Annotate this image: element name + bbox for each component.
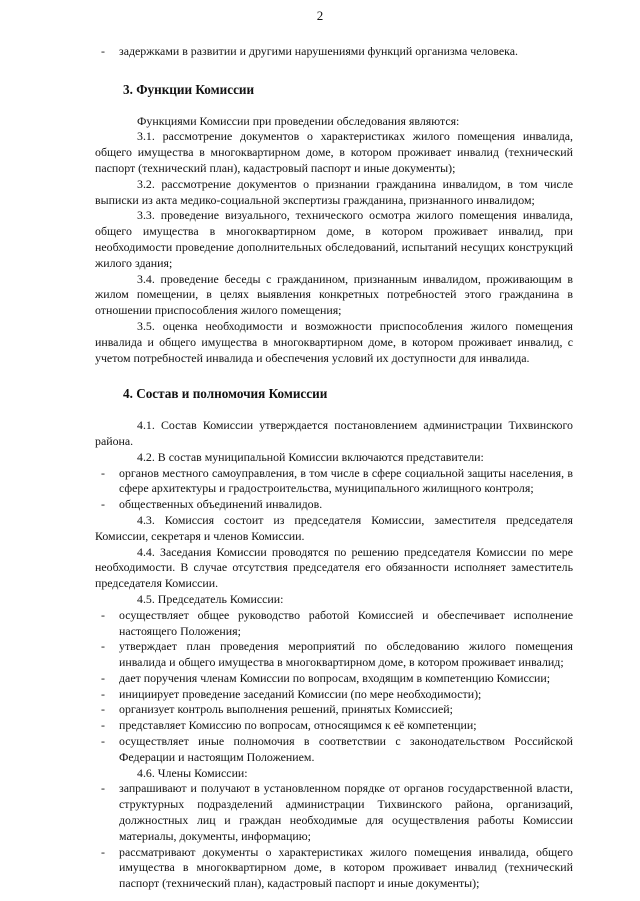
section-3-intro: Функциями Комиссии при проведении обследования являются: xyxy=(137,113,460,128)
list-item: - органов местного самоуправления, в том числе в сфере социальной защиты населения, в сфере архитектуры и градостроительства, муниципального жилищного контроля; xyxy=(95,466,573,498)
list-item: - утверждает план проведения мероприятий по обследованию жилого помещения инвалида и общего имущества в многоквартирном доме, в котором проживает инвалид; xyxy=(95,639,573,671)
section-3-item: 3.4. проведение беседы с гражданином, признанным инвалидом, проживающим в жилом помещении, в целях выявления конкретных потребностей этого гражданина в отношении приспособления жилого помещения; xyxy=(95,271,573,318)
document-body xyxy=(95,44,573,892)
paragraph-4-1: 4.1. Состав Комиссии утверждается постановлением администрации Тихвинского района. xyxy=(95,418,573,448)
list-item: - общественных объединений инвалидов. xyxy=(95,497,573,513)
paragraph-4-2: 4.2. В состав муниципальной Комиссии включаются представители: xyxy=(137,449,484,464)
page-number: 2 xyxy=(316,8,324,23)
list-item: - организует контроль выполнения решений, принятых Комиссией; xyxy=(95,702,573,718)
section-3-item: 3.5. оценка необходимости и возможности приспособления жилого помещения инвалида и общего имущества в многоквартирном доме, в котором проживает инвалид, с учетом потребностей инвалида и обеспечения условий их доступности для инвалида. xyxy=(95,318,573,365)
section-3-heading: 3. Функции Комиссии xyxy=(123,81,255,97)
list-item: - осуществляет иные полномочия в соответствии с законодательством Российской Федерации и настоящим Положением. xyxy=(95,734,573,766)
list-item: - осуществляет общее руководство работой Комиссией и обеспечивает исполнение настоящего Положения; xyxy=(95,608,573,640)
paragraph-4-6: 4.6. Члены Комиссии: xyxy=(137,765,248,780)
list-item: - дает поручения членам Комиссии по вопросам, входящим в компетенцию Комиссии; xyxy=(95,671,573,687)
representatives-list xyxy=(95,466,573,513)
section-4-heading: 4. Состав и полномочия Комиссии xyxy=(123,386,328,402)
paragraph-4-5: 4.5. Председатель Комиссии: xyxy=(137,591,284,606)
paragraph-4-4: 4.4. Заседания Комиссии проводятся по решению председателя Комиссии по мере необходимости. В случае отсутствия председателя его обязанности исполняет заместитель председателя Комиссии. xyxy=(95,544,573,591)
continued-list xyxy=(95,44,573,60)
list-item: - рассматривают документы о характеристиках жилого помещения инвалида, общего имущества в многоквартирном доме, в котором проживает инвалид (технический паспорт (технический план), кадастровый паспорт и иные документы); xyxy=(95,845,573,892)
section-3-item: 3.2. рассмотрение документов о признании гражданина инвалидом, в том числе выписки из акта медико-социальной экспертизы гражданина, признанного инвалидом; xyxy=(95,176,573,207)
list-item: - задержками в развитии и другими нарушениями функций организма человека. xyxy=(95,44,573,60)
section-3-item: 3.3. проведение визуального, технического осмотра жилого помещения инвалида, общего имущества в многоквартирном доме, в котором проживает инвалид, при необходимости проведение дополнительных обследований, испытаний несущих конструкций жилого здания; xyxy=(95,208,573,270)
members-duties-list xyxy=(95,781,573,892)
paragraph-4-3: 4.3. Комиссия состоит из председателя Комиссии, заместителя председателя Комиссии, секретаря и членов Комиссии. xyxy=(95,512,573,543)
list-item: - запрашивают и получают в установленном порядке от органов государственной власти, структурных подразделений администрации Тихвинского района, организаций, должностных лиц и граждан необходимые для осуществления работы Комиссии материалы, документы, информацию; xyxy=(95,781,573,844)
chairman-duties-list xyxy=(95,608,573,766)
list-item: - представляет Комиссию по вопросам, относящимся к её компетенции; xyxy=(95,718,573,734)
list-item: - инициирует проведение заседаний Комиссии (по мере необходимости); xyxy=(95,687,573,703)
section-3-item: 3.1. рассмотрение документов о характеристиках жилого помещения инвалида, общего имущества в многоквартирном доме, в котором проживает инвалид (технический паспорт (технический план), кадастровый паспорт и иные документы); xyxy=(95,129,573,175)
